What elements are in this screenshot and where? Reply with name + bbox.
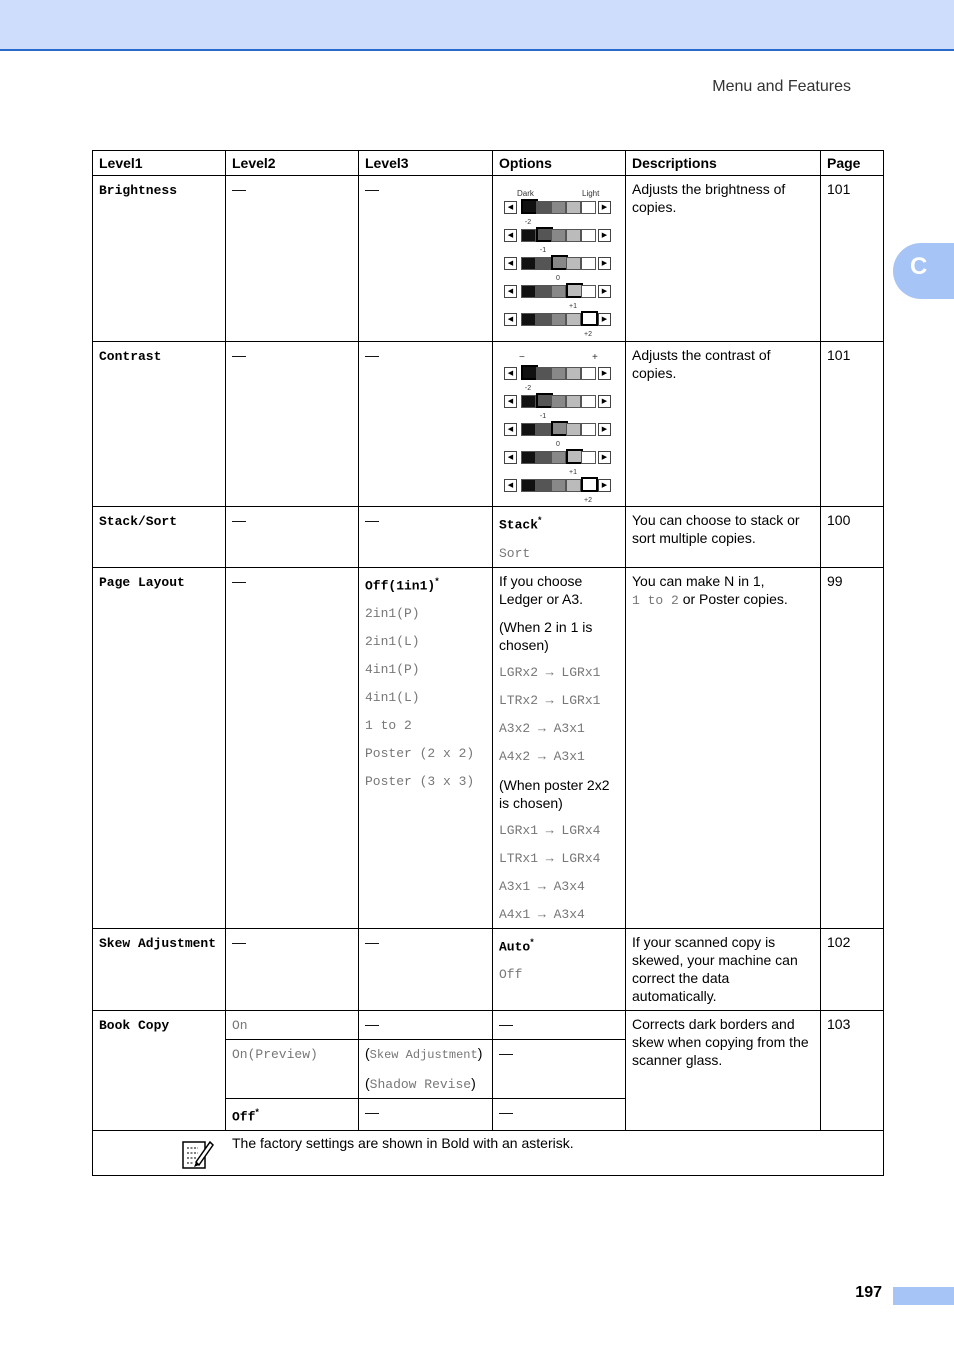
slider-segment <box>581 257 596 270</box>
slider-segment <box>551 313 566 326</box>
page-ref: 102 <box>821 928 884 1010</box>
slider-level <box>504 367 612 392</box>
col-header: Page <box>821 151 884 176</box>
level3-value: — <box>359 928 493 1010</box>
slider-segment <box>521 257 536 270</box>
level2-value: On <box>232 1017 248 1033</box>
chapter-tab <box>893 243 954 299</box>
option: 2in1(L) <box>365 634 420 650</box>
brightness-slider-options <box>493 176 625 338</box>
description: You can choose to stack or sort multiple copies. <box>626 507 821 568</box>
col-header: Level1 <box>93 151 226 176</box>
slider-segment <box>566 367 581 380</box>
option: LTRx2 → LGRx1 <box>499 692 601 708</box>
slider-segment <box>551 201 566 214</box>
level1-label: Skew Adjustment <box>99 935 217 951</box>
level2-value: — <box>226 507 359 568</box>
description <box>626 567 821 928</box>
description-text: You can make N in 1, <box>632 572 765 589</box>
page-ref: 99 <box>821 567 884 928</box>
slider-segment <box>551 367 566 380</box>
option: A3x1 → A3x4 <box>499 878 585 894</box>
slider-segment <box>566 229 581 242</box>
slider-level <box>504 479 612 504</box>
right-arrow-icon: ▶ <box>598 479 611 492</box>
level2-value: — <box>226 567 359 928</box>
option-note: (When poster 2x2 is chosen) <box>499 776 610 811</box>
level2-value: — <box>226 342 359 507</box>
slider-segment <box>566 201 581 214</box>
chapter-tab-label: C <box>910 253 928 280</box>
pencil-note-icon <box>181 1137 215 1171</box>
right-arrow-icon: ▶ <box>598 313 611 326</box>
slider-level <box>504 395 612 420</box>
right-arrow-icon: ▶ <box>598 423 611 436</box>
slider-level <box>504 229 612 254</box>
slider-segment <box>581 451 596 464</box>
table-row-skew-adjustment <box>93 928 884 1010</box>
default-option: Off(1in1) <box>365 578 436 594</box>
option: LGRx1 → LGRx4 <box>499 822 601 838</box>
left-arrow-icon: ◀ <box>504 423 517 436</box>
slider-segment <box>566 395 581 408</box>
table-row-brightness <box>93 176 884 342</box>
option: LGRx2 → LGRx1 <box>499 664 601 680</box>
slider-segment <box>536 313 551 326</box>
table-row-page-layout <box>93 567 884 928</box>
level1-label: Page Layout <box>99 574 185 590</box>
slider-segment <box>536 257 551 270</box>
level3-value: — <box>359 342 493 507</box>
option: A4x1 → A3x4 <box>499 906 585 922</box>
slider-segment <box>581 201 596 214</box>
slider-segment <box>581 229 596 242</box>
page-ref: 101 <box>821 342 884 507</box>
slider-segment <box>551 285 566 298</box>
slider-segment <box>536 479 551 492</box>
option: A4x2 → A3x1 <box>499 748 585 764</box>
option: Poster (2 x 2) <box>365 746 475 762</box>
slider-segment <box>536 451 551 464</box>
level3-value: — <box>359 176 493 342</box>
level3-value: Shadow Revise <box>369 1076 472 1092</box>
option: Off <box>499 967 523 983</box>
paren: ) <box>471 1074 476 1091</box>
description: Adjusts the brightness of copies. <box>626 176 821 342</box>
asterisk: * <box>530 936 534 947</box>
right-arrow-icon: ▶ <box>598 395 611 408</box>
slider-tick-label: -2 <box>524 219 532 226</box>
slider-level <box>504 313 612 338</box>
option: LTRx1 → LGRx4 <box>499 850 601 866</box>
slider-segment <box>551 479 566 492</box>
slider-segment <box>566 257 581 270</box>
table-header-row <box>93 151 884 176</box>
slider-segment <box>536 367 551 380</box>
slider-segment <box>581 367 596 380</box>
table-row-book-copy <box>93 1010 884 1039</box>
table-row-contrast <box>93 342 884 507</box>
table-row-stack-sort <box>93 507 884 568</box>
note-text: The factory settings are shown in Bold with an asterisk. <box>232 1135 574 1152</box>
left-arrow-icon: ◀ <box>504 451 517 464</box>
slider-level <box>504 201 612 226</box>
option: Sort <box>499 545 531 561</box>
slider-segment <box>551 229 566 242</box>
default-option: Off <box>232 1109 256 1125</box>
slider-segment <box>521 423 536 436</box>
slider-segment <box>566 423 581 436</box>
right-arrow-icon: ▶ <box>598 285 611 298</box>
slider-segment <box>581 311 598 326</box>
left-arrow-icon: ◀ <box>504 367 517 380</box>
level3-value: — <box>359 1010 493 1039</box>
asterisk: * <box>255 1106 259 1117</box>
level1-label: Stack/Sort <box>99 514 178 529</box>
right-arrow-icon: ▶ <box>598 451 611 464</box>
slider-segment <box>551 395 566 408</box>
option: A3x2 → A3x1 <box>499 720 585 736</box>
slider-segment <box>536 285 551 298</box>
slider-tick-label: -1 <box>539 413 547 420</box>
slider-segment <box>521 479 536 492</box>
left-arrow-icon: ◀ <box>504 479 517 492</box>
slider-segment <box>581 423 596 436</box>
option: 2in1(P) <box>365 606 420 622</box>
contrast-slider-options <box>493 342 625 504</box>
default-option: Auto <box>499 939 531 955</box>
option: — <box>493 1010 626 1039</box>
menu-table <box>92 150 884 1176</box>
level2-value: — <box>226 176 359 342</box>
option: 4in1(P) <box>365 662 420 678</box>
slider-segment <box>536 423 551 436</box>
right-arrow-icon: ▶ <box>598 229 611 242</box>
slider-tick-label: 0 <box>556 441 560 448</box>
slider-segment <box>581 477 598 492</box>
slider-tick-label: +2 <box>584 331 592 338</box>
note-cell <box>93 1131 884 1176</box>
description: Corrects dark borders and skew when copying from the scanner glass. <box>626 1010 821 1131</box>
level1-label: Contrast <box>99 349 162 364</box>
slider-segment <box>566 313 581 326</box>
slider-segment <box>581 395 596 408</box>
slider-segment <box>521 395 536 408</box>
col-header: Level2 <box>226 151 359 176</box>
table-row-note <box>93 1131 884 1176</box>
slider-tick-label: +1 <box>569 469 577 476</box>
option: Poster (3 x 3) <box>365 774 475 790</box>
left-arrow-icon: ◀ <box>504 201 517 214</box>
option: — <box>493 1039 626 1098</box>
slider-tick-label: +2 <box>584 497 592 504</box>
col-header: Options <box>493 151 626 176</box>
slider-right-label: Light <box>582 189 600 198</box>
left-arrow-icon: ◀ <box>504 313 517 326</box>
description: Adjusts the contrast of copies. <box>626 342 821 507</box>
page-ref: 100 <box>821 507 884 568</box>
option-note: (When 2 in 1 is chosen) <box>499 618 593 653</box>
slider-tick-label: -1 <box>539 247 547 254</box>
level3-value: — <box>359 1098 493 1131</box>
default-option: Stack <box>499 517 539 533</box>
description-text: or Poster copies. <box>678 590 788 607</box>
level2-value: — <box>226 928 359 1010</box>
right-arrow-icon: ▶ <box>598 201 611 214</box>
slider-right-label: + <box>592 352 598 363</box>
option: 1 to 2 <box>365 718 412 734</box>
asterisk: * <box>538 515 542 525</box>
left-arrow-icon: ◀ <box>504 285 517 298</box>
asterisk: * <box>435 575 439 586</box>
top-band <box>0 0 954 51</box>
slider-tick-label: +1 <box>569 303 577 310</box>
slider-segment <box>581 285 596 298</box>
slider-level <box>504 423 612 448</box>
page-number-bar <box>893 1287 954 1305</box>
page-ref: 101 <box>821 176 884 342</box>
slider-left-label: − <box>519 352 525 363</box>
right-arrow-icon: ▶ <box>598 257 611 270</box>
slider-level <box>504 285 612 310</box>
slider-tick-label: 0 <box>556 275 560 282</box>
header-title: Menu and Features <box>712 78 851 95</box>
right-arrow-icon: ▶ <box>598 367 611 380</box>
description: If your scanned copy is skewed, your machine can correct the data automatically. <box>626 928 821 1010</box>
slider-tick-label: -2 <box>524 385 532 392</box>
description-mono: 1 to 2 <box>632 592 679 608</box>
option-note: If you choose Ledger or A3. <box>499 572 584 607</box>
option: 4in1(L) <box>365 690 420 706</box>
page-ref: 103 <box>821 1010 884 1131</box>
col-header: Level3 <box>359 151 493 176</box>
slider-level <box>504 257 612 282</box>
paren: ( <box>365 1074 370 1091</box>
slider-level <box>504 451 612 476</box>
level1-label: Book Copy <box>99 1017 170 1033</box>
paren: ( <box>365 1044 370 1061</box>
paren: ) <box>477 1044 483 1061</box>
level3-value: — <box>359 507 493 568</box>
slider-left-label: Dark <box>517 189 534 198</box>
slider-segment <box>521 451 536 464</box>
slider-segment <box>566 479 581 492</box>
slider-segment <box>536 201 551 214</box>
option: — <box>493 1098 626 1131</box>
left-arrow-icon: ◀ <box>504 395 517 408</box>
page-number: 197 <box>855 1284 882 1301</box>
col-header: Descriptions <box>626 151 821 176</box>
level1-label: Brightness <box>99 183 178 198</box>
slider-segment <box>551 451 566 464</box>
level2-value: On(Preview) <box>232 1046 318 1062</box>
left-arrow-icon: ◀ <box>504 257 517 270</box>
left-arrow-icon: ◀ <box>504 229 517 242</box>
slider-segment <box>521 313 536 326</box>
level3-value: Skew Adjustment <box>369 1047 478 1062</box>
slider-segment <box>521 229 536 242</box>
slider-segment <box>521 285 536 298</box>
